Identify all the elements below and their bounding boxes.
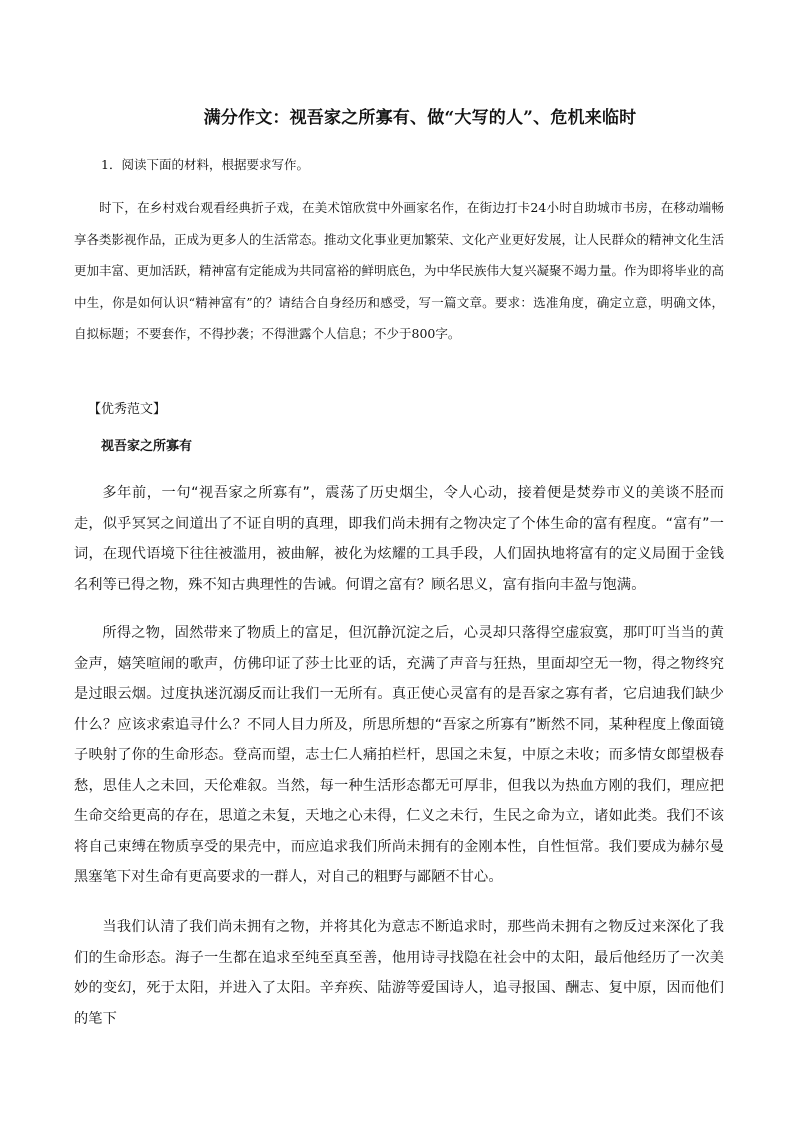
section-tag: 【优秀范文】 xyxy=(88,402,167,417)
material-paragraph: 时下，在乡村戏台观看经典折子戏，在美术馆欣赏中外画家名作，在街边打卡24小时自助城市书房，在移动端畅享各类影视作品，正成为更多人的生活常态。推动文化事业更加繁荣、文化产业更好发展，让人民群众的精神文化生活更加丰富、更加活跃，精神富有定能成为共同富裕的鲜明底色，为中华民族伟大复兴凝聚不竭力量。作为即将毕业的高中生，你是如何认识“精神富有”的？请结合自身经历和感受，写一篇文章。要求：选准角度，确定立意，明确文体，自拟标题；不要套作，不得抄袭；不得泄露个人信息；不少于800字。 xyxy=(74,200,725,341)
task-instruction: 1．阅读下面的材料，根据要求写作。 xyxy=(101,157,309,172)
essay-title: 视吾家之所寡有 xyxy=(101,439,193,454)
essay-paragraph: 所得之物，固然带来了物质上的富足，但沉静沉淀之后，心灵却只落得空虚寂寞，那叮叮当当的黄金声，嬉笑喧闹的歌声，仿佛印证了莎士比亚的话，充满了声音与狂热，里面却空无一物，得之物终究是过眼云烟。过度执迷沉溺反而让我们一无所有。真正使心灵富有的是吾家之寡有者，它启迪我们缺少什么？应该求索追寻什么？不同人目力所及，所思所想的“吾家之所寡有”断然不同，某种程度上像面镜子映射了你的生命形态。登高而望，志士仁人痛拍栏杆，思国之未复，中原之未收；而多情女郎望极春愁，思佳人之未回，天伦难叙。当然，每一种生活形态都无可厚非，但我以为热血方刚的我们，理应把生命交给更高的存在，思道之未复，天地之心未得，仁义之未行，生民之命为立，诸如此类。我们不该将自己束缚在物质享受的果壳中，而应追求我们所尚未拥有的金刚本性，自性恒常。我们要成为赫尔曼黑塞笔下对生命有更高要求的一群人，对自己的粗野与鄙陋不甘心。 xyxy=(74,625,724,885)
essay-paragraph: 多年前，一句“视吾家之所寡有”，震荡了历史烟尘，令人心动，接着便是焚券市义的美谈不胫而走，似乎冥冥之间道出了不证自明的真理，即我们尚未拥有之物决定了个体生命的富有程度。“富有”一词，在现代语境下往往被滥用，被曲解，被化为炫耀的工具手段，人们固执地将富有的定义局囿于金钱名利等已得之物，殊不知古典理性的告诫。何谓之富有？顾名思义，富有指向丰盈与饱满。 xyxy=(74,485,724,593)
essay-paragraph: 当我们认清了我们尚未拥有之物，并将其化为意志不断追求时，那些尚未拥有之物反过来深化了我们的生命形态。海子一生都在追求至纯至真至善，他用诗寻找隐在社会中的太阳，最后他经历了一次美妙的变幻，死于太阳，并进入了太阳。辛弃疾、陆游等爱国诗人，追寻报国、酬志、复中原，因而他们的笔下 xyxy=(74,919,724,1027)
page-title: 满分作文：视吾家之所寡有、做“大写的人”、危机来临时 xyxy=(203,108,637,128)
